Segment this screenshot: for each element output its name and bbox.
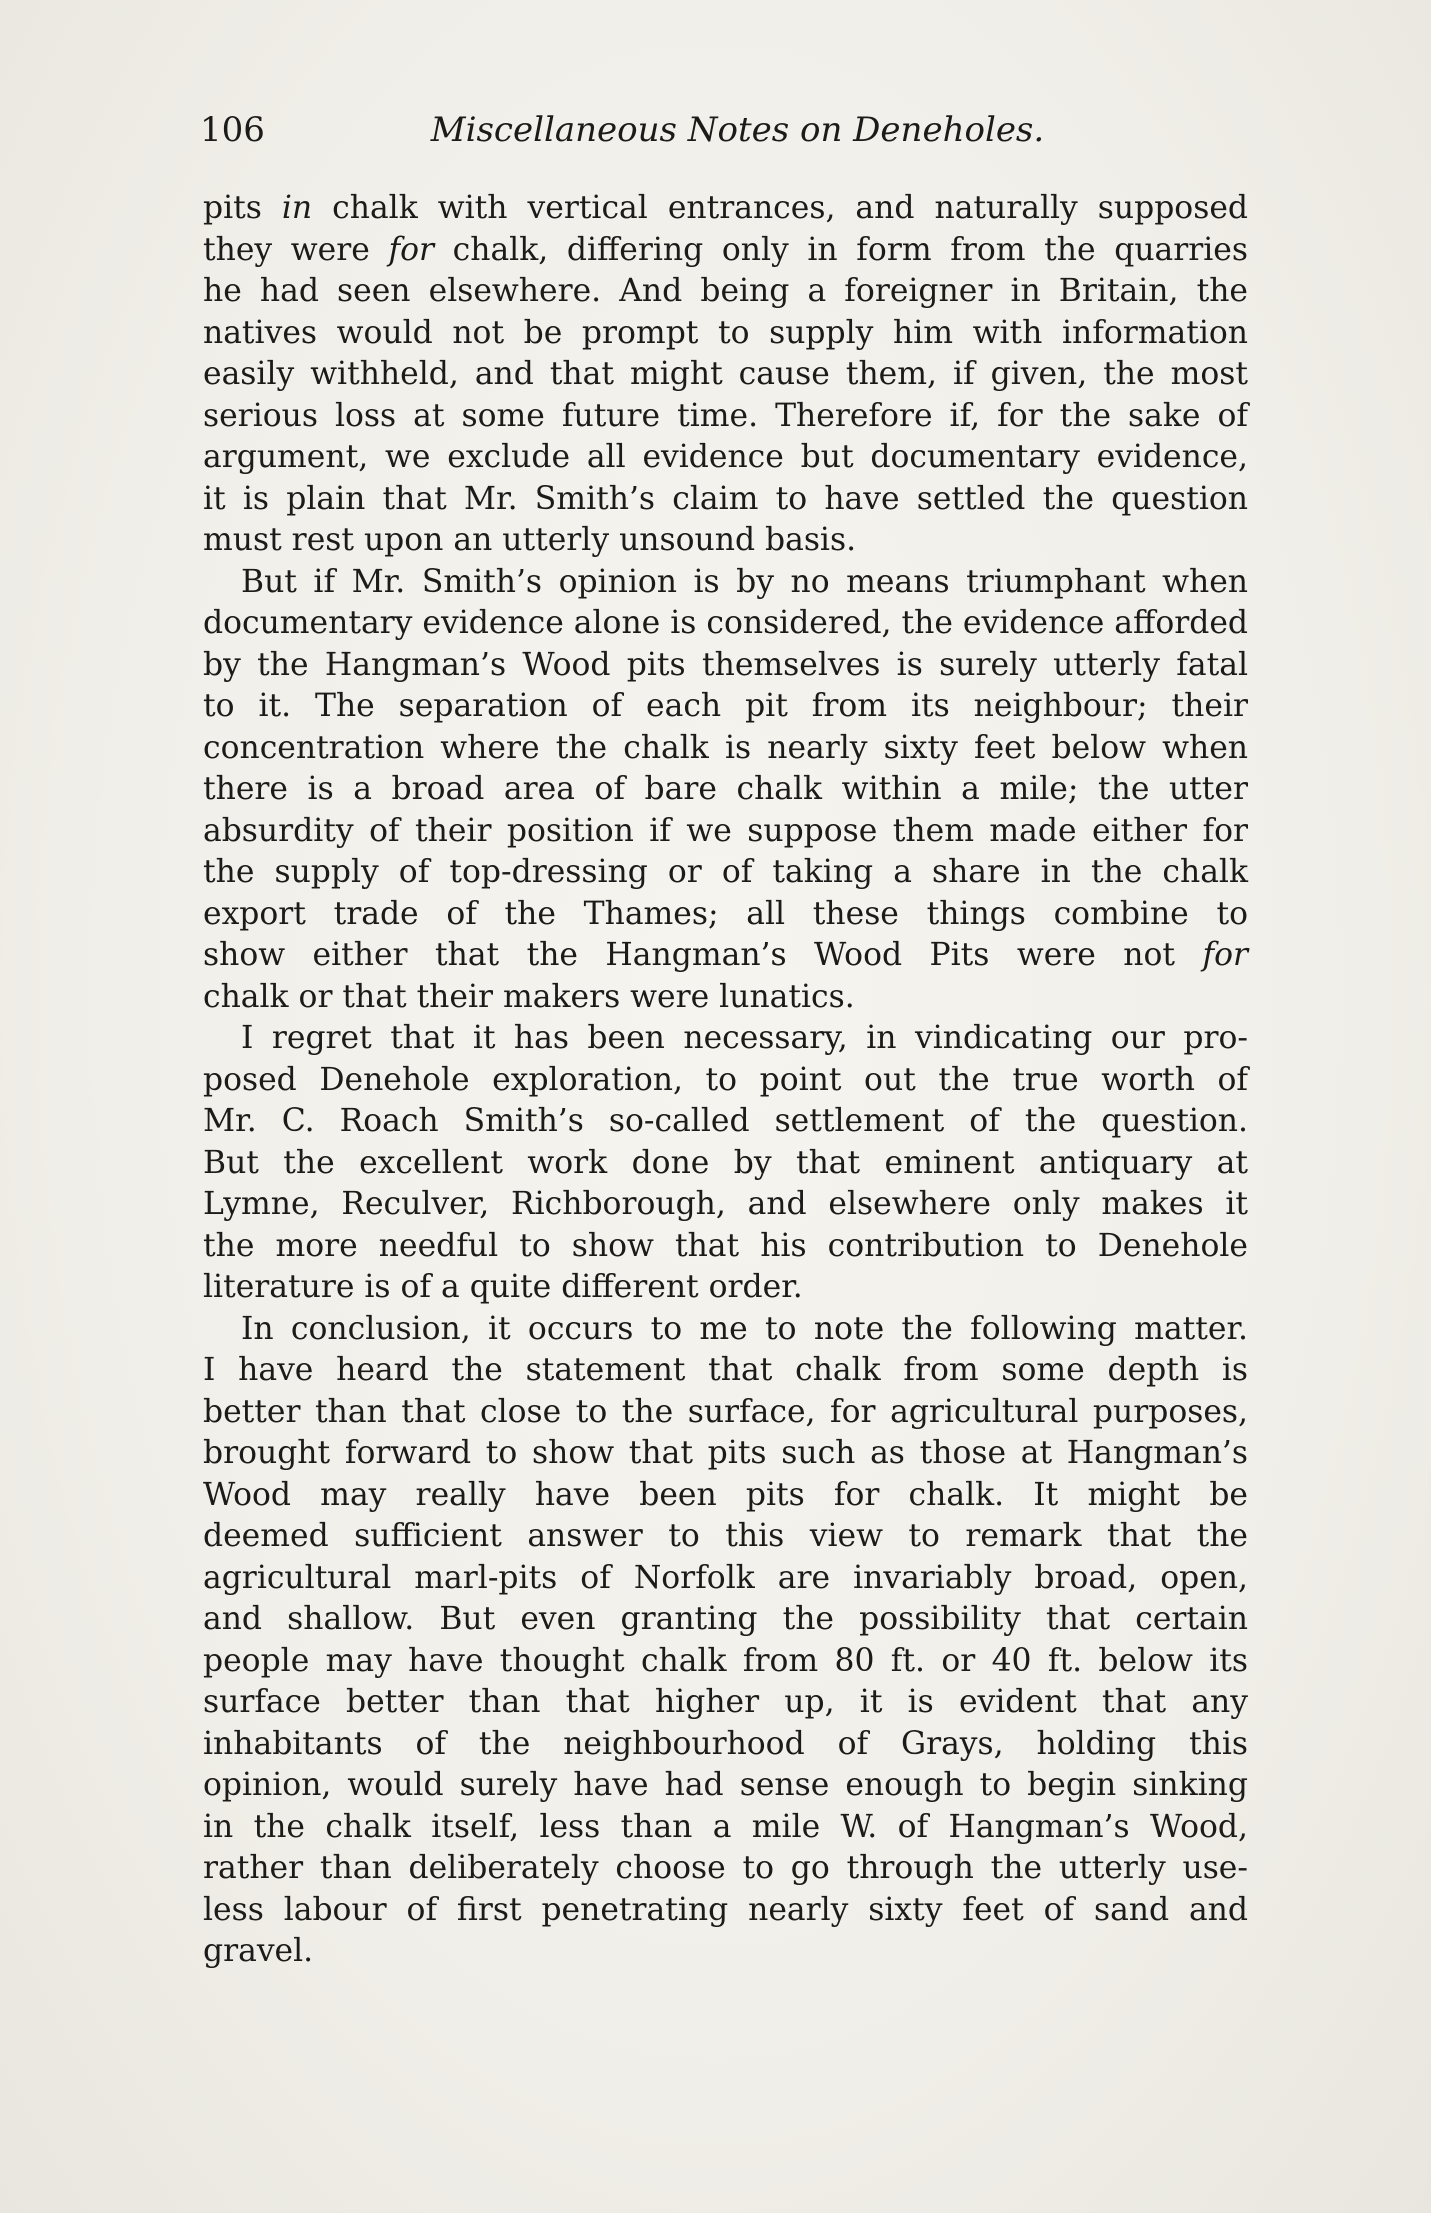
- text-run: But if Mr. Smith’s opinion is by no means triumphant when: [241, 563, 1248, 600]
- paragraph: [203, 188, 1248, 562]
- text-line: [203, 1807, 1248, 1849]
- italic-text-run: for: [1202, 937, 1248, 973]
- text-line: [203, 769, 1248, 811]
- text-run: easily withheld, and that might cause them, if given, the most: [203, 356, 1248, 392]
- text-run: I have heard the statement that chalk from some depth is: [203, 1352, 1248, 1388]
- text-line: [203, 354, 1248, 396]
- text-line: [203, 1641, 1248, 1683]
- text-run: by the Hangman’s Wood pits themselves is surely utterly fatal: [203, 646, 1248, 683]
- text-run: Mr. C. Roach Smith’s so-called settlement of the question.: [203, 1103, 1248, 1139]
- text-run: chalk or that their makers were lunatics.: [203, 978, 855, 1015]
- text-line: [203, 894, 1248, 936]
- text-line: [203, 1018, 1248, 1060]
- text-line: [203, 1226, 1248, 1268]
- text-run: Wood may really have been pits for chalk. It might be: [203, 1476, 1248, 1513]
- text-run: export trade of the Thames; all these things combine to: [203, 895, 1248, 932]
- paragraph: [203, 562, 1248, 1019]
- text-line: [203, 1890, 1248, 1932]
- text-line: [203, 313, 1248, 355]
- text-line: [203, 437, 1248, 479]
- text-line: [203, 1350, 1248, 1392]
- italic-text-run: in: [281, 190, 313, 226]
- text-line: [203, 603, 1248, 645]
- text-line: [203, 1184, 1248, 1226]
- text-run: deemed sufficient answer to this view to remark that the: [203, 1518, 1248, 1554]
- text-line: [203, 188, 1248, 230]
- text-run: opinion, would surely have had sense enough to begin sinking: [203, 1767, 1248, 1803]
- text-line: [203, 1309, 1248, 1351]
- text-run: in the chalk itself, less than a mile W. of Hangman’s Wood,: [203, 1808, 1248, 1845]
- text-run: pits: [203, 190, 282, 226]
- text-run: inhabitants of the neighbourhood of Grays, holding this: [203, 1725, 1248, 1762]
- text-run: better than that close to the surface, for agricultural purposes,: [203, 1393, 1248, 1430]
- text-run: natives would not be prompt to supply him with information: [203, 314, 1248, 351]
- running-title: Miscellaneous Notes on Deneholes.: [430, 110, 1045, 150]
- text-line: [203, 1475, 1248, 1517]
- text-line: [203, 520, 1248, 562]
- text-line: [203, 230, 1248, 272]
- text-run: chalk, differing only in form from the quarries: [434, 231, 1248, 268]
- paragraph: [203, 1309, 1248, 1973]
- text-run: they were: [203, 231, 389, 268]
- text-line: [203, 562, 1248, 604]
- text-run: surface better than that higher up, it is evident that any: [203, 1684, 1248, 1720]
- text-line: [203, 1101, 1248, 1143]
- text-line: [203, 1599, 1248, 1641]
- text-line: [203, 935, 1248, 977]
- text-line: [203, 852, 1248, 894]
- text-run: Lymne, Reculver, Richborough, and elsewhere only makes it: [203, 1186, 1248, 1222]
- text-line: [203, 686, 1248, 728]
- text-line: [203, 1724, 1248, 1766]
- text-line: [203, 645, 1248, 687]
- text-line: [203, 811, 1248, 853]
- text-run: the supply of top-dressing or of taking a share in the chalk: [203, 854, 1248, 890]
- text-line: [203, 1931, 1248, 1973]
- text-run: agricultural marl-pits of Norfolk are invariably broad, open,: [203, 1559, 1248, 1596]
- text-run: absurdity of their position if we suppose them made either for: [203, 812, 1248, 849]
- text-line: [203, 479, 1248, 521]
- text-run: it is plain that Mr. Smith’s claim to have settled the question: [203, 480, 1248, 517]
- text-run: In conclusion, it occurs to me to note the following matter.: [241, 1310, 1248, 1347]
- text-run: people may have thought chalk from 80 ft. or 40 ft. below its: [203, 1642, 1248, 1679]
- text-line: [203, 1765, 1248, 1807]
- text-run: brought forward to show that pits such as those at Hangman’s: [203, 1435, 1248, 1471]
- text-line: [203, 271, 1248, 313]
- text-run: must rest upon an utterly unsound basis.: [203, 522, 857, 558]
- text-run: chalk with vertical entrances, and naturally supposed: [312, 190, 1248, 226]
- text-run: he had seen elsewhere. And being a foreigner in Britain, the: [203, 273, 1248, 309]
- text-run: the more needful to show that his contribution to Denehole: [203, 1227, 1248, 1264]
- paragraph: [203, 1018, 1248, 1309]
- text-run: argument, we exclude all evidence but documentary evidence,: [203, 439, 1248, 475]
- text-run: posed Denehole exploration, to point out the true worth of: [203, 1061, 1248, 1098]
- text-run: and shallow. But even granting the possibility that certain: [203, 1601, 1248, 1637]
- text-run: documentary evidence alone is considered, the evidence afforded: [203, 605, 1248, 641]
- text-run: I regret that it has been necessary, in vindicating our pro-: [241, 1020, 1248, 1056]
- text-run: to it. The separation of each pit from its neighbour; their: [203, 688, 1248, 724]
- text-line: [203, 1848, 1248, 1890]
- text-run: literature is of a quite different order.: [203, 1269, 803, 1305]
- text-run: show either that the Hangman’s Wood Pits were not: [203, 937, 1203, 973]
- page-number: 106: [200, 110, 265, 150]
- text-run: gravel.: [203, 1933, 314, 1969]
- text-line: [203, 1392, 1248, 1434]
- text-line: [203, 1558, 1248, 1600]
- text-run: there is a broad area of bare chalk within a mile; the utter: [203, 771, 1248, 807]
- italic-text-run: for: [388, 231, 434, 268]
- text-run: concentration where the chalk is nearly sixty feet below when: [203, 729, 1248, 766]
- text-line: [203, 1267, 1248, 1309]
- text-line: [203, 1060, 1248, 1102]
- text-run: But the excellent work done by that eminent antiquary at: [203, 1144, 1248, 1181]
- text-line: [203, 1682, 1248, 1724]
- running-head: [200, 100, 1245, 160]
- text-line: [203, 1433, 1248, 1475]
- text-line: [203, 396, 1248, 438]
- text-line: [203, 977, 1248, 1019]
- text-line: [203, 1143, 1248, 1185]
- text-run: rather than deliberately choose to go through the utterly use-: [203, 1850, 1248, 1886]
- text-run: less labour of first penetrating nearly sixty feet of sand and: [203, 1891, 1248, 1928]
- text-run: serious loss at some future time. Therefore if, for the sake of: [203, 397, 1248, 434]
- text-line: [203, 1516, 1248, 1558]
- body-text: [203, 188, 1248, 1973]
- text-line: [203, 728, 1248, 770]
